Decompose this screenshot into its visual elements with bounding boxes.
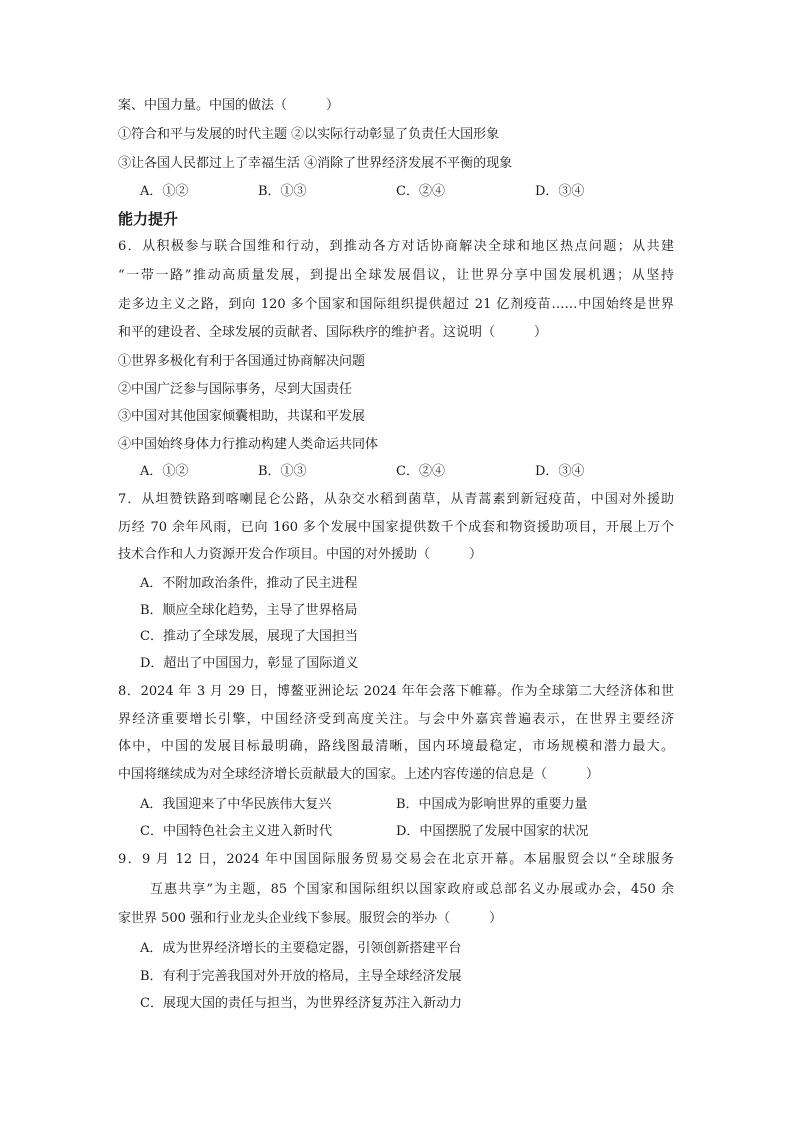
q8-stem-line-3: 体中，中国的发展目标最明确，路线图最清晰，国内环境最稳定，市场规模和潜力最大。 [118,739,674,754]
q5-option-d: D．③④ [535,184,585,199]
q8-stem-line-2: 界经济重要增长引擎，中国经济受到高度关注。与会中外嘉宾普遍表示，在世界主要经济 [118,712,674,727]
q9-option-b: B．有利于完善我国对外开放的格局，主导全球经济发展 [140,969,462,984]
q7-stem-line-2: 历经 70 余年风雨，已向 160 多个发展中国家提供数千个成套和物资援助项目，开展上万个 [118,520,674,535]
q9-stem-line-2: 互惠共享”为主题，85 个国家和国际组织以国家政府或总部名义办展或办会，450 余 [150,882,674,897]
q6-option-a: A．①② [140,464,189,479]
q5-statement-3-4: ③让各国人民都过上了幸福生活 ④消除了世界经济发展不平衡的现象 [118,156,513,171]
q7-option-d: D．超出了中国国力，彰显了国际道义 [140,656,359,671]
q6-stem-line-3: 走多边主义之路，到向 120 多个国家和国际组织提供超过 21 亿剂疫苗……中国始终是世界 [118,297,674,312]
q5-statement-1-2: ①符合和平与发展的时代主题 ②以实际行动彰显了负责任大国形象 [118,127,500,142]
q8-option-c: C．中国特色社会主义进入新时代 [140,824,332,839]
q8-stem-line-1: 8．2024 年 3 月 29 日，博鳌亚洲论坛 2024 年年会落下帷幕。作为全球第二大经济体和世 [118,684,674,699]
q6-stem-line-1: 6．从积极参与联合国维和行动，到推动各方对话协商解决全球和地区热点问题；从共建 [118,239,674,254]
q5-option-b: B．①③ [258,184,307,199]
section-heading: 能力提升 [118,210,179,228]
q5-stem-continuation: 案、中国力量。中国的做法（ ） [118,98,340,113]
q5-option-c: C．②④ [396,184,445,199]
q8-option-d: D．中国摆脱了发展中国家的状况 [396,824,589,839]
q6-statement-3: ③中国对其他国家倾囊相助，共谋和平发展 [118,409,366,424]
q6-stem-line-4: 和平的建设者、全球发展的贡献者、国际秩序的维护者。这说明（ ） [118,325,548,340]
q9-option-a: A．成为世界经济增长的主要稳定器，引领创新搭建平台 [140,941,462,956]
q7-option-a: A．不附加政治条件，推动了民主进程 [140,576,358,591]
q6-option-b: B．①③ [258,464,307,479]
q9-stem-line-1: 9．9 月 12 日，2024 年中国国际服务贸易交易会在北京开幕。本届服贸会以“全球服务 [118,852,674,867]
q7-option-c: C．推动了全球发展，展现了大国担当 [140,629,358,644]
q8-option-a: A．我国迎来了中华民族伟大复兴 [140,797,332,812]
q8-stem-line-4: 中国将继续成为对全球经济增长贡献最大的国家。上述内容传递的信息是（ ） [118,767,600,782]
q6-statement-2: ②中国广泛参与国际事务，尽到大国责任 [118,382,353,397]
q7-option-b: B．顺应全球化趋势，主导了世界格局 [140,603,358,618]
q6-statement-4: ④中国始终身体力行推动构建人类命运共同体 [118,437,379,452]
q5-option-a: A．①② [140,184,189,199]
q9-option-c: C．展现大国的责任与担当，为世界经济复苏注入新动力 [140,996,462,1011]
q9-stem-line-3: 家世界 500 强和行业龙头企业线下参展。服贸会的举办（ ） [118,911,503,926]
q6-statement-1: ①世界多极化有利于各国通过协商解决问题 [118,354,366,369]
q7-stem-line-1: 7．从坦赞铁路到喀喇昆仑公路，从杂交水稻到菌草，从青蒿素到新冠疫苗，中国对外援助 [118,492,674,507]
q8-option-b: B．中国成为影响世界的重要力量 [396,797,588,812]
q7-stem-line-3: 技术合作和人力资源开发合作项目。中国的对外援助（ ） [118,547,483,562]
q6-option-c: C．②④ [396,464,445,479]
q6-option-d: D．③④ [535,464,585,479]
q6-stem-line-2: “一带一路”推动高质量发展，到提出全球发展倡议，让世界分享中国发展机遇；从坚持 [118,268,674,283]
